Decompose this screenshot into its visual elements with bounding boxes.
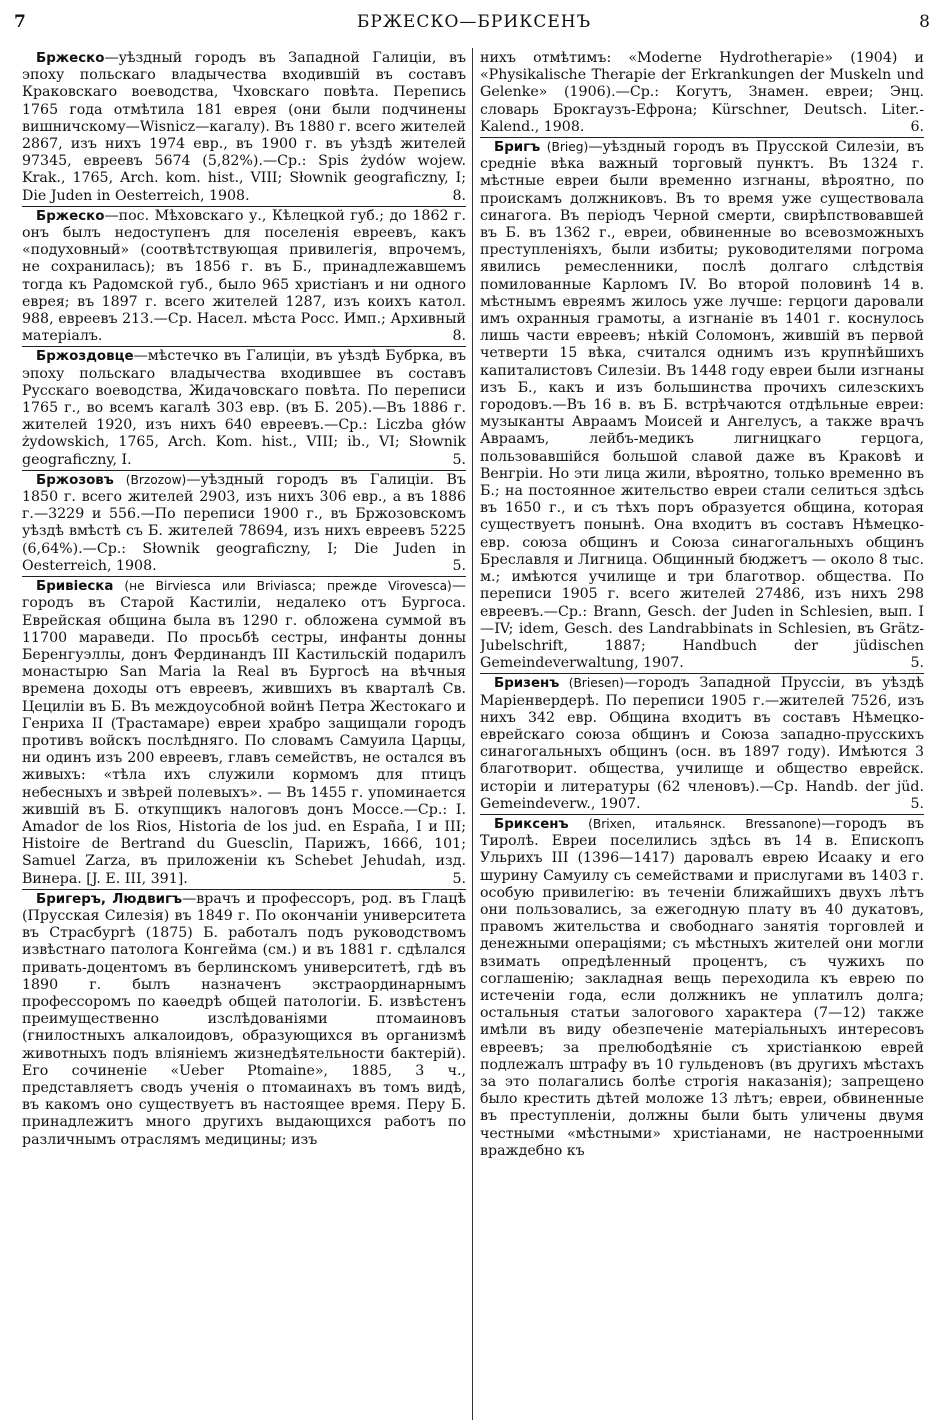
- entry-text: —городъ Западной Пруссіи, въ уѣздѣ Маріенвердерѣ. По переписи 1905 г.—жителей 7526, изъ нихъ 342 евр. Община входитъ въ составъ Нѣмецко-еврейскаго союза общинъ и Союза западно-прусскихъ синагогальныхъ общинъ (осн. въ 1897 году). Имѣются 3 благотворит. общества, училище и общество еврейск. исторіи и литературы (62 членовъ).—Ср. Handb. der jüd. Gemeindeverw., 1907.: [480, 675, 924, 812]
- entry-variant: (Brixen, итальянск. Bressanone): [568, 816, 822, 831]
- entry-text: —уѣздный городъ въ Западной Галиціи, въ эпоху польскаго владычества входившій въ составъ Краковскаго воеводства, Чховскаго повѣта. Перепись 1765 года отмѣтила 181 еврея (они были подчинены вишничскому—Wisnicz—кагалу). Въ 1880 г. всего жителей 2867, изъ нихъ 1974 евр., въ 1900 г. въ уѣздѣ жителей 97345, евреевъ 5674 (5,82%).—Ср.: Spis żydów wojew. Krak., 1765, Arch. kom. hist., VIII; Słownik geograficzny, I; Die Juden in Oesterreich, 1908.: [22, 50, 466, 204]
- entry-text: —городъ въ Старой Кастиліи, недалеко отъ Бургоса. Еврейская община была въ 1290 г. обложена суммой въ 11700 мараведи. По просьбѣ сестры, инфанты донны Беренгуэллы, донъ Фердинандъ III Кастильскій подарилъ монастырю San Maria la Real въ Бургосѣ на вѣчныя времена доходы отъ евреевъ, жившихъ въ кварталѣ Св. Цециліи въ Б. Въ междоусобной войнѣ Петра Жестокаго и Генриха II (Трастамаре) евреи храбро защищали городъ противъ войскъ послѣдняго. По словамъ Самуила Царцы, ни одинъ изъ 200 евреевъ, главъ семействъ, не остался въ живыхъ: «тѣла ихъ служили кормомъ для птицъ небесныхъ и звѣрей полевыхъ». — Въ 1455 г. упоминается жившій въ Б. откупщикъ налоговъ донъ Моссе.—Ср.: I. Amador de los Rios, Historia de los jud. en España, I и III; Histoire de Bertrand du Guesclin, Парижъ, 1666, 101; Samuel Zarza, въ приложеніи къ Schebet Jehudah, изд. Винера. [J. E. III, 391].: [22, 578, 466, 887]
- article-entry: [480, 137, 924, 672]
- entry-headword: Бржеско: [36, 51, 105, 66]
- entry-text: —городъ въ Тиролѣ. Евреи поселились здѣсь въ 14 в. Епископъ Ульрихъ III (1396—1417) даровалъ еврею Исааку и его шурину Самуилу съ семействами и прислугами въ 1403 г. особую привилегію: въ теченіи ближайшихъ двухъ лѣтъ они пользовались, за ежегодную плату въ 40 дукатовъ, правомъ жительства и свободнаго занятія торговлей и денежными операціями; съ мѣстныхъ жителей они могли взимать опредѣленный процентъ, съ чужихъ по соглашенію; закладная вещь переходила къ еврею по истеченіи года, если должникъ не уплатилъ долга; остальныя статьи залогового характера (7—12) также имѣли въ виду обезпеченіе матеріальныхъ интересовъ евреевъ; за прелюбодѣяніе съ христіанкою еврей подлежалъ штрафу въ 10 гульденовъ (въ другихъ мѣстахъ за это полагались болѣе строгія наказанія); запрещено было крестить дѣтей моложе 13 лѣтъ; евреи, обвиненные въ преступленіи, должны были быть уличены двумя честными «мѣстными» христіанами, не настроенными враждебно къ: [480, 815, 924, 1159]
- entry-signature: 5.: [910, 655, 924, 672]
- entry-signature: 5.: [910, 795, 924, 812]
- entry-headword: Бривіеска: [36, 579, 114, 595]
- article-entry: [22, 470, 466, 575]
- article-entry: [22, 576, 466, 888]
- entry-signature: 5.: [452, 451, 466, 468]
- article-entry: [22, 346, 466, 468]
- entry-headword: Бржозовъ: [36, 472, 114, 488]
- entry-headword: Бригеръ, Людвигъ: [36, 891, 183, 907]
- entry-headword: Бригъ: [494, 140, 541, 156]
- entry-text: —уѣздный городъ въ Прусской Силезіи, въ средніе вѣка важный торговый пунктъ. Въ 1324 г. мѣстные евреи были временно изгнаны, вѣроятно, по проискамъ должниковъ. Въ то время уже существовала синагога. Въ періодъ Черной смерти, свирѣпствовавшей въ Б. въ 1362 г., евреи, обвиненные во всевозможныхъ преступленіяхъ, были избиты; руководителями погрома явились ремесленники, послѣ долгаго слѣдствія помилованные Карломъ IV. Во второй половинѣ 14 в. мѣстнымъ евреямъ жилось уже лучше: герцоги даровали имъ охранныя грамоты, а изгнаніе въ 1401 г. коснулось лишь части евреевъ; нѣкій Соломонъ, жившій въ первой четверти 15 вѣка, считался однимъ изъ крупнѣйшихъ капиталистовъ Силезіи. Въ 1448 году евреи были изгнаны изъ Б., какъ и изъ большинства прочихъ силезскихъ городовъ.—Въ 16 в. въ Б. встрѣчаются отдѣльные евреи: музыканты Авраамъ Моисей и Ангелусъ, а также врачъ Авраамъ, лейбъ-медикъ лигницкаго герцога, пользовавшійся большой славой даже въ Краковѣ и Венгріи. Но эти лица жили, вѣроятно, только временно въ Б.; на постоянное жительство евреи стали селиться здѣсь въ 1650 г., и съ тѣхъ поръ образуется община, которая существуетъ понынѣ. Она входитъ въ составъ Нѣмецко-евр. союза общинъ и Союза синагогальныхъ общинъ Бреславля и Лигница. Общинный бюджетъ — около 8 тыс. м.; имѣются училище и три благотвор. общества. По переписи 1905 г. всего жителей 27486, изъ нихъ 298 евреевъ.—Ср.: Brann, Gesch. der Juden in Schlesien, вып. I—IV; idem, Gesch. des Landrabbinats in Schlesien, въ Grätz-Jubelschrift, 1887; Handbuch der jüdischen Gemeindeverwaltung, 1907.: [480, 139, 924, 672]
- page-header: [0, 12, 948, 38]
- right-column: [480, 50, 924, 1422]
- running-title: БРЖЕСКО—БРИКСЕНЪ: [356, 12, 592, 32]
- entry-variant: (Brieg): [540, 140, 589, 155]
- article-entry: [480, 814, 924, 1160]
- article-entry: [22, 50, 466, 205]
- entry-variant: (не Birviesca или Briviasca; прежде Virovesca): [113, 579, 452, 594]
- entry-text: нихъ отмѣтимъ: «Moderne Hydrotherapie» (1904) и «Physikalische Therapie der Erkrankungen der Muskeln und Gelenke» (1906).—Ср.: Когутъ, Знамен. евреи; Энц. словарь Брокгаузъ-Ефрона; Kürschner, Deutsch. Liter.-Kalend., 1908.: [480, 50, 924, 135]
- entry-headword: Бриксенъ: [494, 816, 569, 832]
- entry-text: —мѣстечко въ Галиціи, въ уѣздѣ Бубрка, въ эпоху польскаго владычества входившее въ составъ Русскаго воеводства, Жидачовскаго повѣта. По переписи 1765 г., во всемъ кагалѣ 303 евр. (въ Б. 205).—Въ 1886 г. жителей 1920, изъ нихъ 640 евреевъ.—Ср.: Liczba głów żydowskich, 1765, Arch. Kom. hist., VIII; ib., VI; Słownik geograficzny, I.: [22, 348, 466, 468]
- entry-variant: (Brzozow): [113, 472, 187, 487]
- column-divider: [472, 48, 473, 1420]
- entry-headword: Бржоздовце: [36, 349, 134, 365]
- entry-text: —пос. Мѣховскаго у., Кѣлецкой губ.; до 1862 г. онъ былъ недоступенъ для поселенія евреевъ, какъ «подуховный» (соотвѣтствующая привилегія, впрочемъ, не сохранилась); въ 1856 г. въ Б., принадлежавшемъ тогда къ Радомской губ., было 965 христіанъ и ни одного еврея; въ 1897 г. всего жителей 1287, изъ коихъ катол. 988, евреевъ 213.—Ср. Насел. мѣста Росс. Имп.; Архивный матеріалъ.: [22, 207, 466, 345]
- article-continuation: [480, 50, 924, 136]
- page-number-left: 7: [14, 12, 26, 32]
- entry-signature: 8.: [452, 328, 466, 345]
- entry-text: —врачъ и профессоръ, род. въ Глацѣ (Прусская Силезія) въ 1849 г. По окончаніи университета въ Страсбургѣ (1875) Б. работалъ подъ руководствомъ извѣстнаго патолога Конгейма (см.) и въ 1881 г. сдѣлался привать-доцентомъ въ берлинскомъ университетѣ, гдѣ въ 1890 г. былъ назначенъ экстраординарнымъ профессоромъ по каѳедрѣ общей патологіи. Б. извѣстенъ преимущественно изслѣдованіями птомаиновъ (гнилостныхъ алкалоидовъ, образующихся въ организмѣ животныхъ подъ вліяніемъ жизнедѣятельности бактерій). Его сочиненіе «Ueber Ptomaine», 1885, 3 ч., представляетъ сводъ ученія о птомаинахъ въ томъ видѣ, въ какомъ оно существуетъ въ настоящее время. Перу Б. принадлежитъ много другихъ выдающихся работъ по различнымъ отраслямъ медицины; изъ: [22, 890, 466, 1148]
- entry-headword: Бржеско: [36, 208, 105, 224]
- entry-variant: (Briesen): [559, 676, 625, 691]
- entry-signature: 6.: [910, 118, 924, 135]
- left-column: [22, 50, 466, 1422]
- entry-headword: Бризенъ: [494, 676, 560, 692]
- article-entry: [480, 673, 924, 813]
- entry-signature: 8.: [452, 187, 466, 204]
- entry-text: —уѣздный городъ въ Галиціи. Въ 1850 г. всего жителей 2903, изъ нихъ 306 евр., а въ 1886 г.—3229 и 556.—По переписи 1900 г., въ Бржозовскомъ уѣздѣ вмѣстѣ съ Б. жителей 78694, изъ нихъ евреевъ 5225 (6,64%).—Ср.: Słownik geograficzny, I; Die Juden in Oesterreich, 1908.: [22, 471, 466, 574]
- entry-signature: 5.: [452, 557, 466, 574]
- entry-signature: 5.: [452, 870, 466, 887]
- page-number-right: 8: [919, 12, 930, 32]
- article-entry: [22, 206, 466, 346]
- article-entry: [22, 889, 466, 1149]
